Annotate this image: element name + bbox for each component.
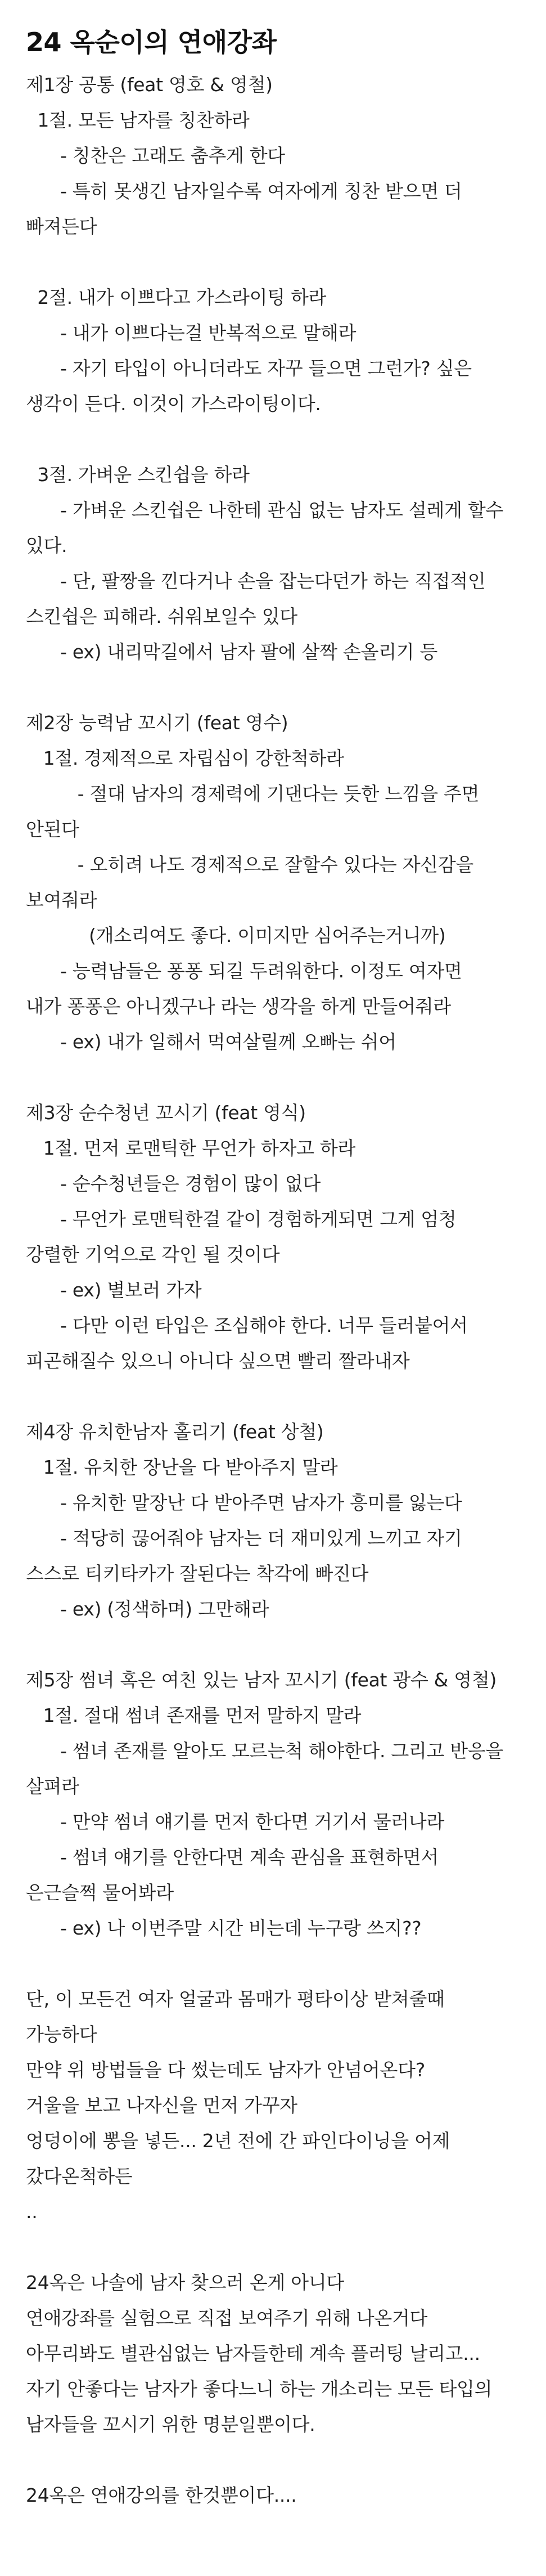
text-line: 3절. 가벼운 스킨쉽을 하라 xyxy=(26,464,250,486)
text-line: 자기 안좋다는 남자가 좋다느니 하는 개소리는 모든 타입의 xyxy=(26,2378,493,2400)
text-line: 제2장 능력남 꼬시기 (feat 영수) xyxy=(26,712,288,734)
text-line: 2절. 내가 이쁘다고 가스라이팅 하라 xyxy=(26,286,327,308)
text-line: 제3장 순수청년 꼬시기 (feat 영식) xyxy=(26,1102,306,1124)
text-line: - 단, 팔짱을 낀다거나 손을 잡는다던가 하는 직접적인 xyxy=(26,570,486,592)
text-line: - ex) 별보러 가자 xyxy=(26,1279,202,1301)
text-line: - ex) 내리막길에서 남자 팔에 살짝 손올리기 등 xyxy=(26,641,438,663)
text-line: 제1장 공통 (feat 영호 & 영철) xyxy=(26,74,273,96)
text-line: - 자기 타입이 아니더라도 자꾸 들으면 그런가? 싶은 xyxy=(26,357,472,379)
text-line: 빠져든다 xyxy=(26,216,97,237)
text-line: - 썸녀 존재를 알아도 모르는척 해야한다. 그리고 반응을 xyxy=(26,1740,503,1762)
text-line: - 만약 썸녀 얘기를 먼저 한다면 거기서 물러나라 xyxy=(26,1811,445,1833)
text-line: - 순수청년들은 경험이 많이 없다 xyxy=(26,1173,321,1195)
text-line: 내가 퐁퐁은 아니겠구나 라는 생각을 하게 만들어줘라 xyxy=(26,995,451,1017)
text-line: 스킨쉽은 피해라. 쉬워보일수 있다 xyxy=(26,605,297,627)
text-line: 1절. 유치한 장난을 다 받아주지 말라 xyxy=(26,1456,338,1478)
text-line: (개소리여도 좋다. 이미지만 심어주는거니까) xyxy=(26,925,446,946)
text-line: 살펴라 xyxy=(26,1775,79,1797)
text-line: 연애강좌를 실험으로 직접 보여주기 위해 나온거다 xyxy=(26,2307,428,2329)
text-line: - 무언가 로맨틱한걸 같이 경험하게되면 그게 엄청 xyxy=(26,1208,457,1230)
text-line: 엉덩이에 뽕을 넣든... 2년 전에 간 파인다이닝을 어제 xyxy=(26,2130,450,2152)
text-line: - 특히 못생긴 남자일수록 여자에게 칭찬 받으면 더 xyxy=(26,180,462,202)
text-line: - 적당히 끊어줘야 남자는 더 재미있게 느끼고 자기 xyxy=(26,1527,462,1549)
text-line: 안된다 xyxy=(26,818,79,840)
text-line: 은근슬쩍 물어봐라 xyxy=(26,1882,174,1904)
text-line: 제4장 유치한남자 홀리기 (feat 상철) xyxy=(26,1421,324,1443)
text-line: 갔다온척하든 xyxy=(26,2165,133,2187)
text-line: - 가벼운 스킨쉽은 나한테 관심 없는 남자도 설레게 할수 xyxy=(26,499,503,521)
text-line: 1절. 절대 썸녀 존재를 먼저 말하지 말라 xyxy=(26,1704,362,1726)
text-line: 강렬한 기억으로 각인 될 것이다 xyxy=(26,1244,280,1265)
text-line: 24옥은 연애강의를 한것뿐이다.... xyxy=(26,2484,297,2506)
text-line: - 내가 이쁘다는걸 반복적으로 말해라 xyxy=(26,322,357,344)
text-line: - ex) 내가 일해서 먹여살릴께 오빠는 쉬어 xyxy=(26,1031,396,1053)
text-line: 피곤해질수 있으니 아니다 싶으면 빨리 짤라내자 xyxy=(26,1350,410,1372)
text-line: 1절. 모든 남자를 칭찬하라 xyxy=(26,109,250,131)
text-line: 1절. 경제적으로 자립심이 강한척하라 xyxy=(26,747,344,769)
text-line: 있다. xyxy=(26,535,67,557)
text-line: - ex) 나 이번주말 시간 비는데 누구랑 쓰지?? xyxy=(26,1917,422,1939)
page-title: 24 옥순이의 연애강좌 xyxy=(26,27,277,57)
text-line: - 오히려 나도 경제적으로 잘할수 있다는 자신감을 xyxy=(26,854,474,876)
text-line: 1절. 먼저 로맨틱한 무언가 하자고 하라 xyxy=(26,1137,356,1159)
text-line: 제5장 썸녀 혹은 여친 있는 남자 꼬시기 (feat 광수 & 영철) xyxy=(26,1669,497,1691)
text-line: - 절대 남자의 경제력에 기댄다는 듯한 느낌을 주면 xyxy=(26,783,480,805)
text-line: - 유치한 말장난 다 받아주면 남자가 흥미를 잃는다 xyxy=(26,1492,462,1514)
text-line: 단, 이 모든건 여자 얼굴과 몸매가 평타이상 받쳐줄때 xyxy=(26,1988,445,2010)
text-line: 거울을 보고 나자신을 먼저 가꾸자 xyxy=(26,2094,297,2116)
text-line: 만약 위 방법들을 다 썼는데도 남자가 안넘어온다? xyxy=(26,2059,425,2081)
text-line: 스스로 티키타카가 잘된다는 착각에 빠진다 xyxy=(26,1563,369,1585)
text-line: - 다만 이런 타입은 조심해야 한다. 너무 들러붙어서 xyxy=(26,1314,468,1336)
text-line: - 칭찬은 고래도 춤추게 한다 xyxy=(26,145,285,167)
text-line: .. xyxy=(26,2201,38,2223)
text-line: 24옥은 나솔에 남자 찾으러 온게 아니다 xyxy=(26,2272,345,2294)
text-line: - 능력남들은 퐁퐁 되길 두려워한다. 이정도 여자면 xyxy=(26,960,462,982)
text-line: 가능하다 xyxy=(26,2023,97,2045)
text-line: 남자들을 꼬시기 위한 명분일뿐이다. xyxy=(26,2413,315,2435)
text-line: 보여줘라 xyxy=(26,889,97,911)
text-line: - ex) (정색하며) 그만해라 xyxy=(26,1598,269,1620)
text-line: 아무리봐도 별관심없는 남자들한테 계속 플러팅 날리고... xyxy=(26,2342,480,2364)
text-line: 생각이 든다. 이것이 가스라이팅이다. xyxy=(26,393,321,415)
text-line: - 썸녀 얘기를 안한다면 계속 관심을 표현하면서 xyxy=(26,1846,439,1868)
